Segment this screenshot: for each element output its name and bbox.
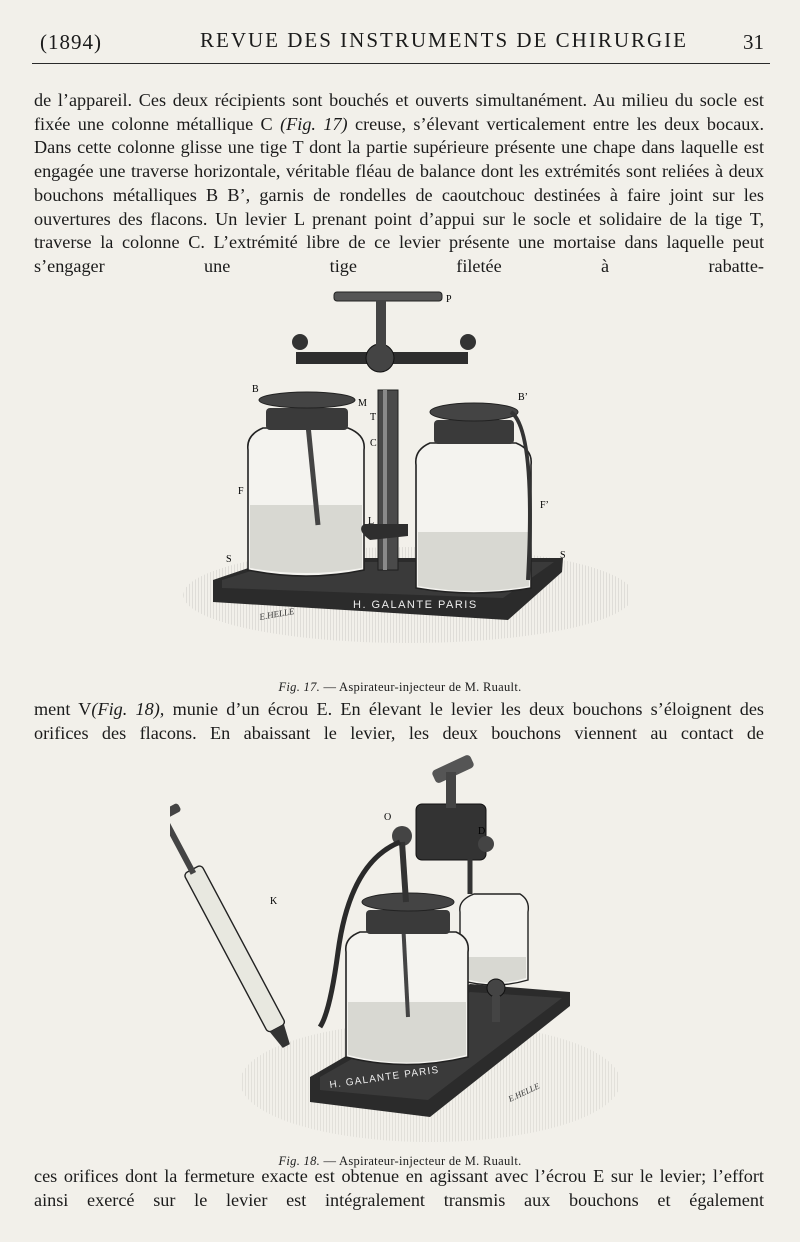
paragraph-2-text-a: ment V bbox=[34, 699, 92, 719]
engraver-signature: E.HELLE bbox=[506, 1080, 542, 1104]
paragraph-3-text: ces orifices dont la fermeture exacte est obtenue en agissant avec l’écrou E sur le levier; l’effort ainsi exercé sur le levier est intégralement transmis aux bouchons et également bbox=[34, 1166, 764, 1210]
base-inscription: H. GALANTE PARIS bbox=[328, 1064, 441, 1091]
label-D: D bbox=[478, 826, 486, 837]
label-F-prime: F’ bbox=[540, 500, 549, 511]
paragraph-1-text-b: creuse, s’élevant verticalement entre les deux bocaux. Dans cette colonne glisse une tige T dont la partie supérieure présente une chape dans laquelle est engagée une traverse horizontale, véritable fléau de balance dont les extrémités sont reliées à deux bouchons métalliques B B’, garnis de rondelles de caoutchouc destinées à faire joint sur les ouvertures des flacons. Un levier L prenant point d’appui sur le socle et solidaire de la tige T, traverse la colonne C. L’extrémité libre de ce levier présente une mortaise dans laquelle peut s’engager une tige filetée à rabatte- bbox=[34, 113, 765, 276]
label-C: C bbox=[370, 438, 377, 449]
label-F: F bbox=[238, 486, 244, 497]
paragraph-2 bbox=[34, 698, 764, 745]
label-S-right: S bbox=[560, 550, 566, 561]
running-header bbox=[34, 24, 768, 54]
label-P: P bbox=[446, 294, 452, 305]
figure-18-reference: (Fig. 18), bbox=[91, 699, 165, 719]
header-journal-title: REVUE DES INSTRUMENTS DE CHIRURGIE bbox=[200, 28, 688, 52]
front-jar bbox=[346, 893, 468, 1065]
label-B: B bbox=[252, 384, 259, 395]
figure-17-caption-text: — Aspirateur-injecteur de M. Ruault. bbox=[320, 680, 522, 694]
right-jar bbox=[416, 403, 531, 593]
stopcock bbox=[487, 979, 505, 997]
figure-17-caption-number: Fig. 17. bbox=[278, 680, 321, 694]
engraver-signature: E.HELLE bbox=[258, 605, 296, 622]
figure-17-caption bbox=[0, 680, 800, 695]
header-page-number: 31 bbox=[743, 30, 764, 54]
label-O: O bbox=[384, 812, 392, 823]
syringe-pump bbox=[170, 803, 302, 1055]
back-jar bbox=[460, 894, 529, 985]
figure-17-reference: (Fig. 17) bbox=[280, 113, 348, 134]
figure-18-illustration bbox=[170, 752, 630, 1144]
label-M: M bbox=[358, 398, 367, 409]
aspirator-injector-engraving-18 bbox=[170, 752, 630, 1144]
label-L: L bbox=[368, 516, 375, 527]
label-T: T bbox=[370, 412, 377, 423]
paragraph-1 bbox=[34, 89, 764, 279]
label-B-prime: B’ bbox=[518, 392, 528, 403]
figure-18-caption-number: Fig. 18. bbox=[278, 1154, 321, 1168]
label-S-left: S bbox=[226, 554, 232, 565]
figure-17-illustration bbox=[168, 280, 628, 648]
paragraph-2-text-b: munie d’un écrou E. En élevant le levier les deux bouchons s’éloignent des orifices des flacons. En abaissant le levier, les deux bouchons viennent au contact de bbox=[34, 699, 764, 743]
paragraph-3 bbox=[34, 1165, 764, 1212]
central-column bbox=[378, 390, 398, 570]
paragraph-1-text-a: de l’appareil. Ces deux récipients sont bouchés et ouverts simultanément. Au milieu du socle est fixée une colonne métallique C bbox=[34, 90, 764, 134]
top-handle bbox=[334, 292, 442, 301]
base-inscription: H. GALANTE PARIS bbox=[353, 599, 478, 611]
aspirator-injector-engraving-17 bbox=[168, 280, 628, 648]
label-K: K bbox=[270, 896, 278, 907]
figure-18-caption-text: — Aspirateur-injecteur de M. Ruault. bbox=[320, 1154, 522, 1168]
header-rule bbox=[32, 63, 770, 64]
header-year: (1894) bbox=[40, 30, 102, 54]
left-jar bbox=[248, 392, 364, 576]
